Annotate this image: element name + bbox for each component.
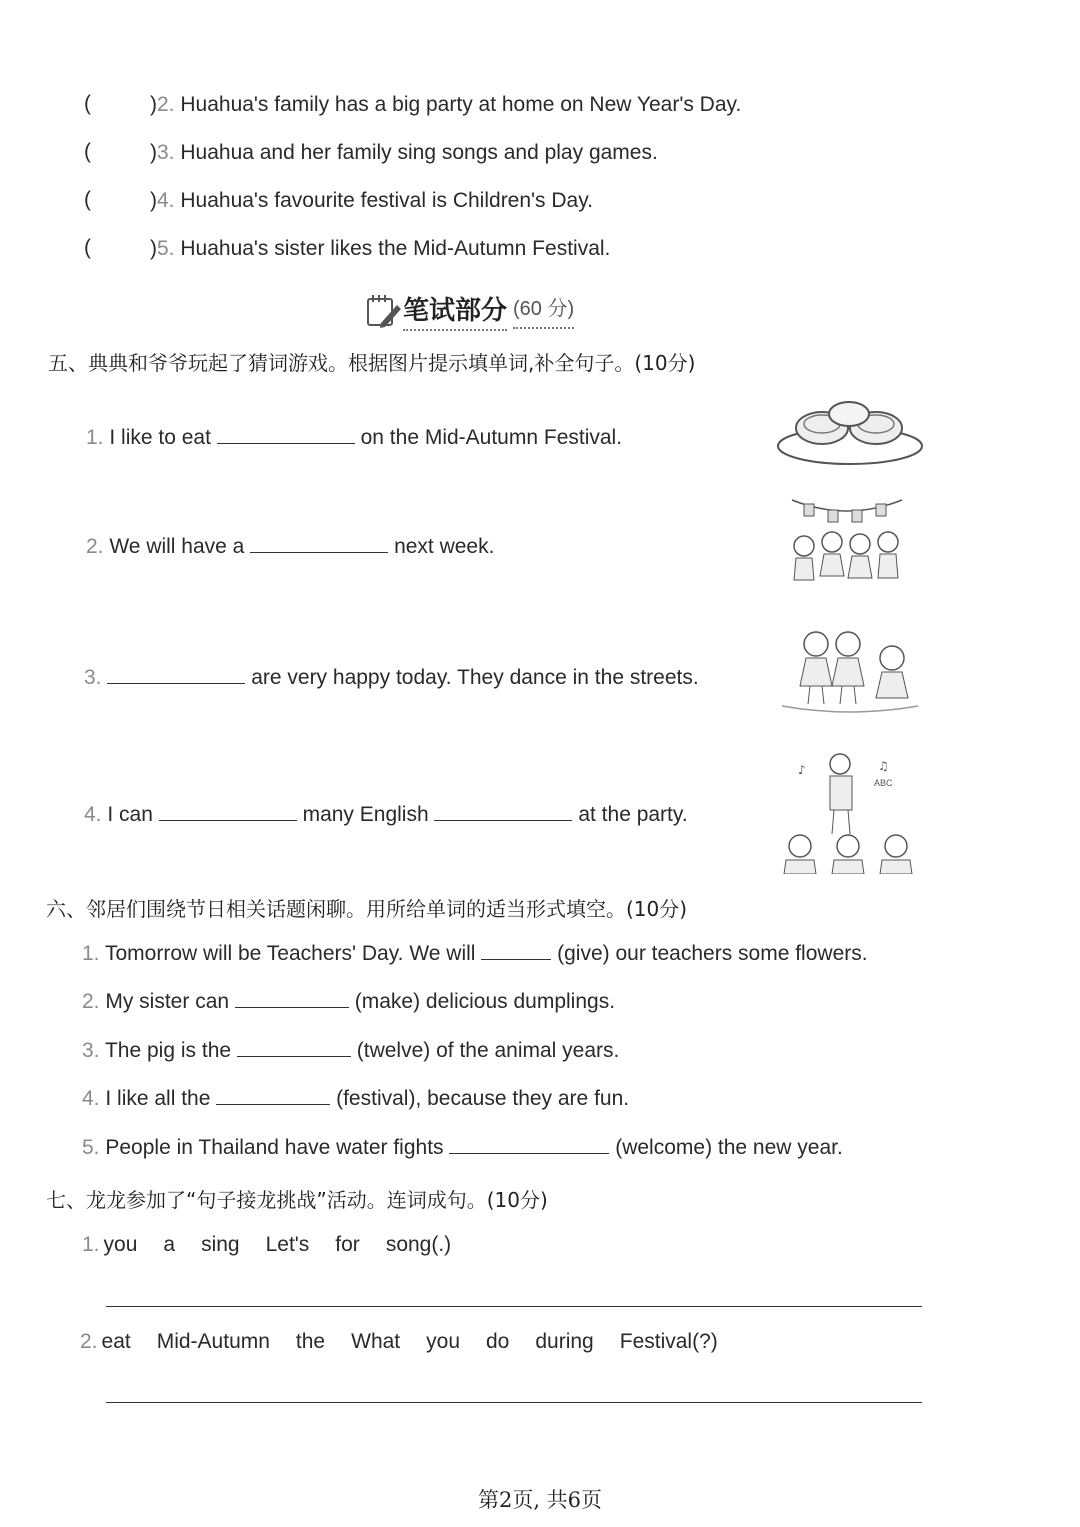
word-token: Festival(?) (619, 1330, 718, 1353)
fill-blank[interactable] (235, 987, 349, 1008)
part5-item-1: 1. I like to eat on the Mid-Autumn Festival. (86, 423, 622, 452)
mooncakes-illustration (776, 398, 924, 468)
section-title-text: 笔试部分 (403, 290, 507, 331)
tf-item: )5. Huahua's sister likes the Mid-Autumn Festival. (150, 237, 611, 260)
item-number: 5. (157, 237, 175, 260)
svg-text:ABC: ABC (874, 778, 893, 788)
answer-line[interactable] (106, 1402, 922, 1403)
word-token: Mid-Autumn (156, 1330, 270, 1353)
answer-paren-open[interactable]: ( (84, 236, 91, 259)
part7-item-1: 1. you a sing Let's for song(.) (82, 1231, 477, 1259)
svg-text:♫: ♫ (878, 759, 889, 773)
tf-item: )4. Huahua's favourite festival is Children's Day. (150, 189, 594, 212)
word-token: you (103, 1233, 138, 1256)
item-text: Huahua's sister likes the Mid-Autumn Festival. (180, 237, 611, 260)
item-number: 2. (157, 93, 175, 116)
notepad-pencil-icon (365, 293, 403, 329)
word-token: song(.) (385, 1233, 452, 1256)
part6-item-3: 3. The pig is the (twelve) of the animal years. (82, 1036, 619, 1065)
fill-blank[interactable] (107, 663, 245, 684)
part6-item-5: 5. People in Thailand have water fights (welcome) the new year. (82, 1133, 843, 1162)
fill-blank[interactable] (481, 939, 551, 960)
fill-blank[interactable] (449, 1133, 609, 1154)
fill-blank[interactable] (250, 532, 388, 553)
page-footer: 第2页, 共6页 (477, 1488, 603, 1512)
tf-item: )2. Huahua's family has a big party at home on New Year's Day. (150, 93, 742, 116)
word-token: for (335, 1233, 360, 1256)
word-token: a (163, 1233, 176, 1256)
part5-item-2: 2. We will have a next week. (86, 532, 494, 561)
fill-blank[interactable] (217, 423, 355, 444)
fill-blank[interactable] (216, 1084, 330, 1105)
word-token: during (535, 1330, 594, 1353)
part6-item-2: 2. My sister can (make) delicious dumplings. (82, 987, 615, 1016)
part7-item-2: 2. eat Mid-Autumn the What you do during Festival(?) (80, 1328, 744, 1356)
word-token: do (486, 1330, 510, 1353)
word-token: the (295, 1330, 326, 1353)
item-text: Huahua's family has a big party at home on New Year's Day. (180, 93, 742, 116)
part5-heading: 五、典典和爷爷玩起了猜词游戏。根据图片提示填单词,补全句子。(10分) (48, 351, 696, 375)
answer-paren-open[interactable]: ( (84, 92, 91, 115)
answer-line[interactable] (106, 1306, 922, 1307)
tf-item: )3. Huahua and her family sing songs and play games. (150, 141, 658, 164)
word-token: eat (101, 1330, 131, 1353)
item-number: 4. (157, 189, 175, 212)
fill-blank[interactable] (434, 800, 572, 821)
part7-heading: 七、龙龙参加了“句子接龙挑战”活动。连词成句。(10分) (46, 1188, 548, 1212)
word-token: you (426, 1330, 460, 1353)
part5-item-3: 3. are very happy today. They dance in the streets. (84, 663, 699, 692)
word-token: What (351, 1330, 401, 1353)
written-section-title (365, 290, 574, 331)
item-number: 3. (157, 141, 175, 164)
word-token: sing (201, 1233, 240, 1256)
fill-blank[interactable] (159, 800, 297, 821)
item-text: Huahua and her family sing songs and play games. (180, 141, 658, 164)
part5-item-4: 4. I can many English at the party. (84, 800, 688, 829)
fill-blank[interactable] (237, 1036, 351, 1057)
party-kids-illustration (782, 492, 912, 598)
part6-item-1: 1. Tomorrow will be Teachers' Day. We will (give) our teachers some flowers. (82, 939, 868, 968)
word-token: Let's (265, 1233, 310, 1256)
dancing-kids-illustration (782, 622, 918, 718)
part6-heading: 六、邻居们围绕节日相关话题闲聊。用所给单词的适当形式填空。(10分) (46, 897, 688, 921)
item-text: Huahua's favourite festival is Children's Day. (180, 189, 594, 212)
part6-item-4: 4. I like all the (festival), because they are fun. (82, 1084, 629, 1113)
singing-party-illustration (778, 750, 918, 874)
svg-text:♪: ♪ (798, 763, 806, 777)
answer-paren-open[interactable]: ( (84, 140, 91, 163)
section-score: (60 分) (513, 292, 574, 329)
answer-paren-open[interactable]: ( (84, 188, 91, 211)
